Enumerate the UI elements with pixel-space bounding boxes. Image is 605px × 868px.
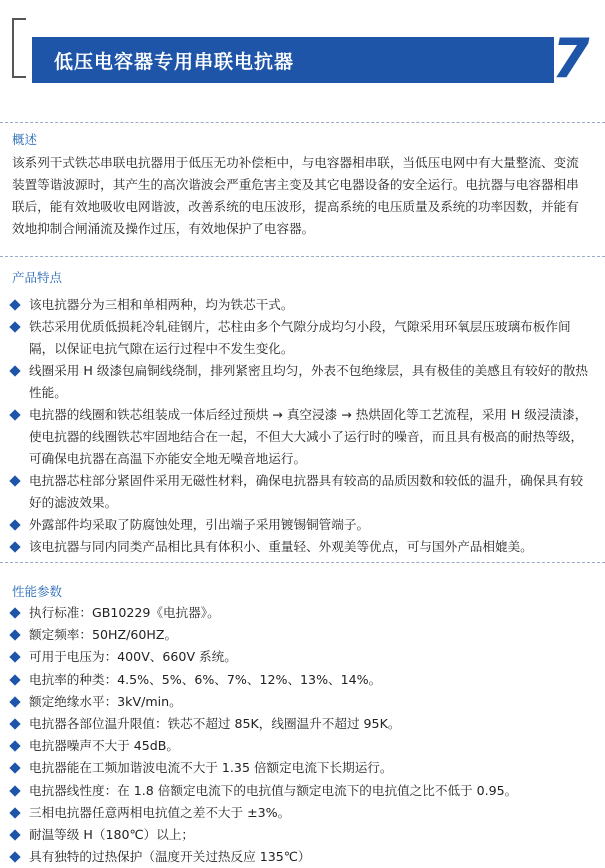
list-item-text: 外露部件均采取了防腐蚀处理，引出端子采用镀锡铜管端子。 [29,517,370,532]
list-item [10,846,590,868]
specs-heading: 性能参数 [12,584,63,599]
diamond-bullet-icon [9,718,20,729]
list-item-text: 铁芯采用优质低损耗冷轧硅钢片，芯柱由多个气隙分成均匀小段，气隙采用环氧层压玻璃布板作间隔，以保证电抗气隙在运行过程中不发生变化。 [29,319,571,356]
list-item [10,536,590,558]
list-item-text: 电抗率的种类：4.5%、5%、6%、7%、12%、13%、14%。 [29,671,382,687]
list-item [10,646,590,668]
overview-text: 该系列干式铁芯串联电抗器用于低压无功补偿柜中，与电容器相串联，当低压电网中有大量整流、变流装置等谐波源时，其产生的高次谐波会严重危害主变及其它电器设备的安全运行。电抗器与电容器相串联后，能有效地吸收电网谐波，改善系统的电压波形，提高系统的电压质量及系统的功率因数，并能有效地抑制合闸涌流及操作过压，有效地保护了电容器。 [12,155,579,236]
list-item-text: 三相电抗器任意两相电抗值之差不大于 ±3%。 [29,804,291,820]
list-item [10,735,590,757]
diamond-bullet-icon [9,607,20,618]
list-item [10,669,590,691]
diamond-bullet-icon [9,807,20,818]
list-item [10,360,590,404]
diamond-bullet-icon [9,475,20,486]
diamond-bullet-icon [9,630,20,641]
diamond-bullet-icon [9,519,20,530]
diamond-bullet-icon [9,652,20,663]
specs-list [10,602,590,868]
diamond-bullet-icon [9,696,20,707]
diamond-bullet-icon [9,852,20,863]
list-item-text: 电抗器的线圈和铁芯组装成一体后经过预烘 → 真空浸漆 → 热烘固化等工艺流程，采用 H 级浸渍漆，使电抗器的线圈铁芯牢固地结合在一起，不但大大减小了运行时的噪音，而且具有极高的耐热等级，可确保电抗器在高温下亦能安全地无噪音地运行。 [29,407,588,466]
list-item-text: 该电抗器分为三相和单相两种，均为铁芯干式。 [29,297,294,312]
diamond-bullet-icon [9,829,20,840]
list-item-text: 电抗器噪声不大于 45dB。 [29,738,180,754]
list-item [10,470,590,514]
list-item [10,602,590,624]
diamond-bullet-icon [9,541,20,552]
features-heading: 产品特点 [12,270,63,285]
list-item [10,624,590,646]
list-item-text: 电抗器各部位温升限值：铁芯不超过 85K，线圈温升不超过 95K。 [29,716,401,732]
list-item-text: 额定绝缘水平：3kV/min。 [29,693,182,709]
list-item [10,780,590,802]
list-item-text: 执行标准：GB10229《电抗器》。 [29,605,220,620]
diamond-bullet-icon [9,365,20,376]
diamond-bullet-icon [9,741,20,752]
list-item [10,514,590,536]
header-bracket-decoration [12,18,26,78]
list-item-text: 额定频率：50HZ/60HZ。 [29,627,178,643]
section-divider [0,122,605,123]
list-item [10,802,590,824]
list-item-text: 电抗器能在工频加谐波电流不大于 1.35 倍额定电流下长期运行。 [29,760,393,776]
diamond-bullet-icon [9,763,20,774]
features-list [10,294,590,558]
diamond-bullet-icon [9,321,20,332]
list-item-text: 该电抗器与同内同类产品相比具有体积小、重量轻、外观美等优点，可与国外产品相媲美。 [29,539,533,554]
list-item-text: 耐温等级 H（180℃）以上； [29,827,194,843]
list-item-text: 电抗器芯柱部分紧固件采用无磁性材料，确保电抗器具有较高的品质因数和较低的温升，确保具有较好的滤波效果。 [29,473,584,510]
list-item [10,824,590,846]
list-item-text: 电抗器线性度：在 1.8 倍额定电流下的电抗值与额定电流下的电抗值之比不低于 0.95。 [29,782,518,798]
diamond-bullet-icon [9,299,20,310]
list-item-text: 线圈采用 H 级漆包扁铜线绕制，排列紧密且均匀，外表不包绝缘层，具有极佳的美感且有较好的散热性能。 [29,363,589,400]
section-divider [0,256,605,257]
list-item [10,691,590,713]
title-banner [32,37,554,83]
list-item-text: 可用于电压为：400V、660V 系统。 [29,649,237,665]
list-item [10,316,590,360]
page-title: 低压电容器专用串联电抗器 [54,51,295,73]
section-divider [0,562,605,563]
list-item [10,404,590,470]
list-item [10,757,590,779]
list-item [10,294,590,316]
diamond-bullet-icon [9,785,20,796]
chapter-number: 7 [552,27,590,90]
overview-heading: 概述 [12,132,38,147]
diamond-bullet-icon [9,409,20,420]
list-item-text: 具有独特的过热保护（温度开关过热反应 135℃） [29,849,311,865]
list-item [10,713,590,735]
diamond-bullet-icon [9,674,20,685]
